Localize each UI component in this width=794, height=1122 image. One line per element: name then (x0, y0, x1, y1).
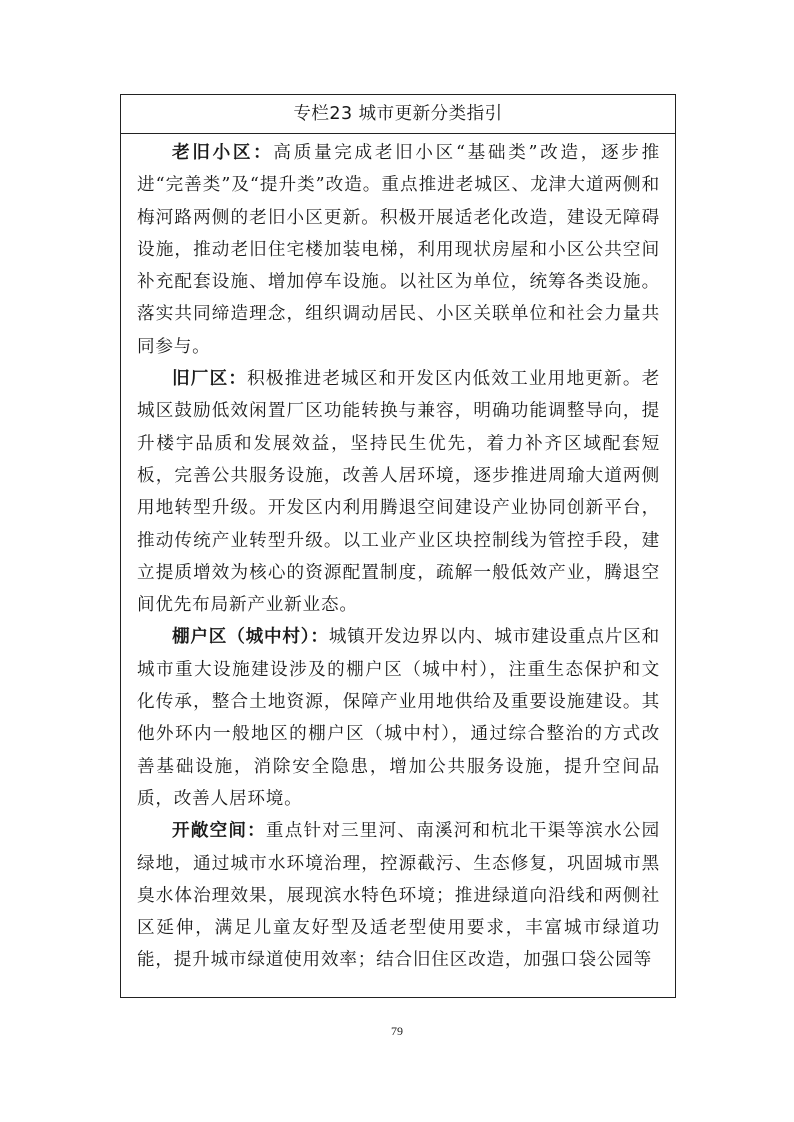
page-number: 79 (391, 1024, 403, 1038)
paragraph-lead: 开敞空间： (172, 821, 266, 842)
paragraph-text: 高质量完成老旧小区“基础类”改造，逐步推进“完善类”及“提升类”改造。重点推进老城区、龙津大道两侧和梅河路两侧的老旧小区更新。积极开展适老化改造，建设无障碍设施，推动老旧住宅楼加装电梯，利用现状房屋和小区公共空间补充配套设施、增加停车设施。以社区为单位，统筹各类设施。落实共同缔造理念，组织调动居民、小区关联单位和社会力量共同参与。 (137, 143, 660, 357)
column-title: 专栏23 城市更新分类指引 (121, 95, 675, 134)
paragraph-shantytown (137, 621, 660, 815)
column-box (120, 94, 676, 998)
paragraph-old-residential (137, 137, 660, 363)
paragraph-lead: 棚户区（城中村）： (172, 627, 329, 648)
paragraph-old-factory (137, 363, 660, 621)
paragraph-text: 积极推进老城区和开发区内低效工业用地更新。老城区鼓励低效闲置厂区功能转换与兼容，明确功能调整导向，提升楼宇品质和发展效益，坚持民生优先，着力补齐区域配套短板，完善公共服务设施，改善人居环境，逐步推进周瑜大道两侧用地转型升级。开发区内利用腾退空间建设产业协同创新平台，推动传统产业转型升级。以工业产业区块控制线为管控手段，建立提质增效为核心的资源配置制度，疏解一般低效产业，腾退空间优先布局新产业新业态。 (137, 369, 660, 616)
paragraph-lead: 老旧小区： (172, 143, 274, 163)
paragraph-text: 重点针对三里河、南溪河和杭北干渠等滨水公园绿地，通过城市水环境治理，控源截污、生态修复，巩固城市黑臭水体治理效果，展现滨水特色环境；推进绿道向沿线和两侧社区延伸，满足儿童友好型及适老型使用要求，丰富城市绿道功能，提升城市绿道使用效率；结合旧住区改造，加强口袋公园等 (137, 821, 660, 971)
paragraph-open-space (137, 815, 660, 976)
paragraph-lead: 旧厂区： (172, 369, 248, 390)
column-body (121, 134, 675, 977)
paragraph-text: 城镇开发边界以内、城市建设重点片区和城市重大设施建设涉及的棚户区（城中村），注重生态保护和文化传承，整合土地资源，保障产业用地供给及重要设施建设。其他外环内一般地区的棚户区（城中村），通过综合整治的方式改善基础设施，消除安全隐患，增加公共服务设施，提升空间品质，改善人居环境。 (137, 627, 661, 809)
